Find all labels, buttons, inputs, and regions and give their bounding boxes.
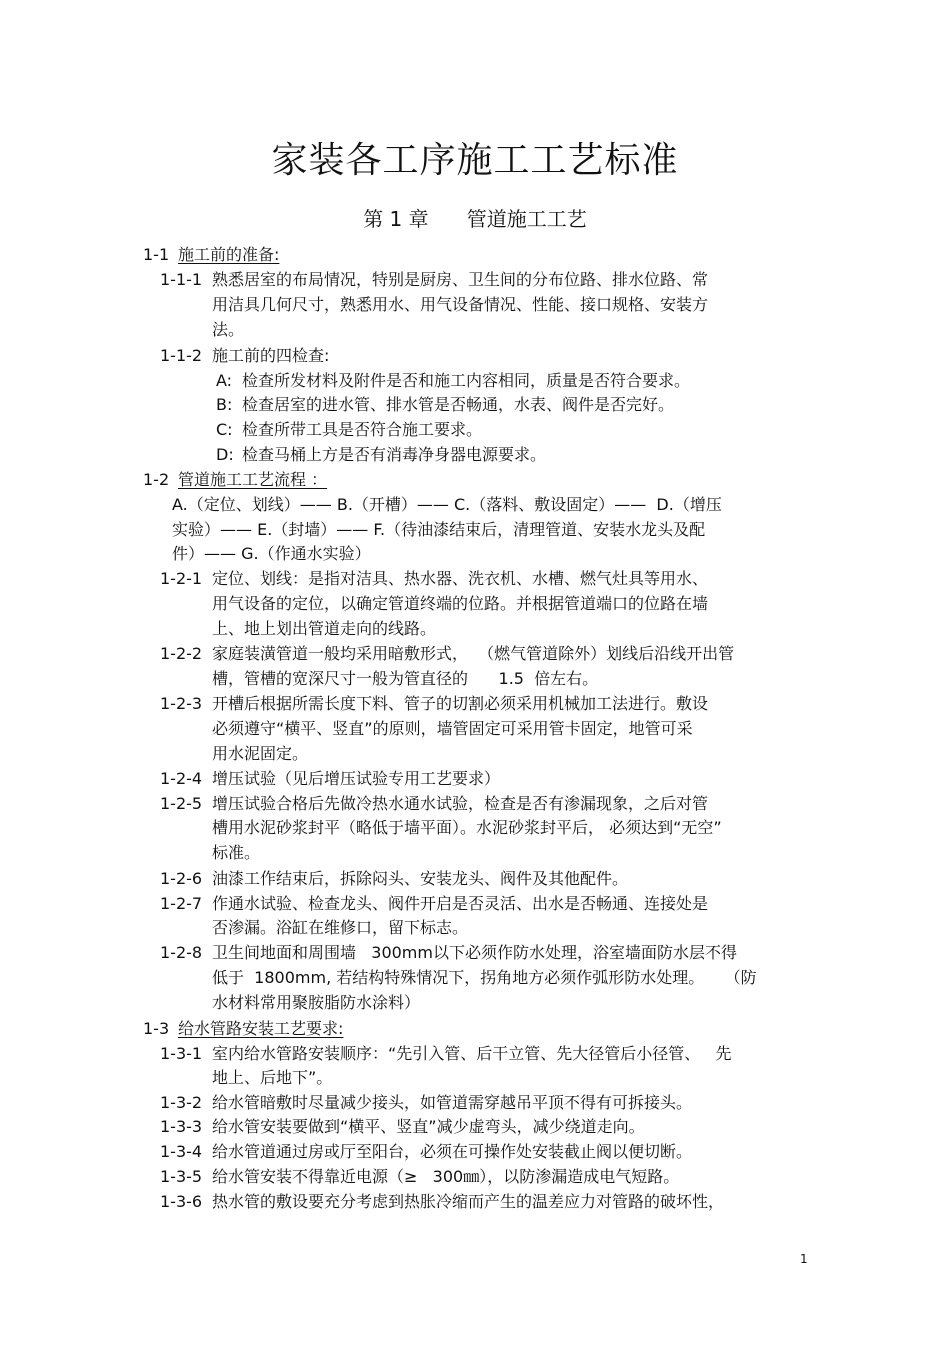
item-text: 标准。 <box>212 843 261 862</box>
section-heading: 给水管路安装工艺要求: <box>178 1019 344 1038</box>
item-number: 1-3-3 <box>160 1117 203 1136</box>
check-key: C: <box>216 420 233 439</box>
item-text: 给水管安装要做到“横平、竖直”减少虚弯头，减少绕道走向。 <box>212 1117 645 1136</box>
item-number: 1-3-6 <box>160 1192 203 1211</box>
item-number: 1-1-1 <box>160 270 203 289</box>
item-text: 给水管安装不得靠近电源（≥ 300㎜），以防渗漏造成电气短路。 <box>212 1167 680 1186</box>
item-text: 定位、划线：是指对洁具、热水器、洗衣机、水槽、燃气灶具等用水、 <box>212 569 709 588</box>
item-text: 法。 <box>212 320 245 339</box>
check-key: A: <box>216 371 233 390</box>
item-number: 1-2-4 <box>160 769 203 788</box>
item-number: 1-2-6 <box>160 869 203 888</box>
item-text: 地上、后地下”。 <box>212 1068 333 1087</box>
item-number: 1-2-5 <box>160 794 203 813</box>
item-text: 上、地上划出管道走向的线路。 <box>212 619 437 638</box>
item-number: 1-1-2 <box>160 346 203 365</box>
item-text: 热水管的敷设要充分考虑到热胀冷缩而产生的温差应力对管路的破坏性， <box>212 1192 725 1211</box>
item-number: 1-2-2 <box>160 644 203 663</box>
item-number: 1-3-2 <box>160 1093 203 1112</box>
item-number: 1-3-5 <box>160 1167 203 1186</box>
item-text: 否渗漏。浴缸在维修口，留下标志。 <box>212 918 469 937</box>
check-key: D: <box>216 445 234 464</box>
page-number: 1 <box>800 1252 808 1266</box>
section-number: 1-2 <box>143 470 170 489</box>
item-text: 油漆工作结束后，拆除闷头、安装龙头、阀件及其他配件。 <box>212 869 629 888</box>
item-text: 用水泥固定。 <box>212 744 309 763</box>
chapter-heading: 第 1 章 管道施工工艺 <box>363 207 587 231</box>
item-text: 必须遵守“横平、竖直”的原则，墙管固定可采用管卡固定，地管可采 <box>212 719 693 738</box>
flow-text: 件）—— G.（作通水实验） <box>172 544 371 563</box>
check-text: 检查所发材料及附件是否和施工内容相同，质量是否符合要求。 <box>242 371 691 390</box>
section-heading: 施工前的准备: <box>178 245 280 264</box>
flow-text: 实验）—— E.（封墙）—— F.（待油漆结束后，清理管道、安装水龙头及配 <box>172 520 706 539</box>
item-text: 水材料常用聚胺脂防水涂料） <box>212 993 421 1012</box>
item-text: 开槽后根据所需长度下料、管子的切割必须采用机械加工法进行。敷设 <box>212 694 709 713</box>
document-title: 家装各工序施工工艺标准 <box>271 140 679 181</box>
item-text: 熟悉居室的布局情况，特别是厨房、卫生间的分布位路、排水位路、常 <box>212 270 709 289</box>
item-text: 用气设备的定位，以确定管道终端的位路。并根据管道端口的位路在墙 <box>212 594 709 613</box>
section-number: 1-3 <box>143 1019 170 1038</box>
flow-text: A.（定位、划线）—— B.（开槽）—— C.（落料、敷设固定）—— D.（增压 <box>172 495 722 514</box>
item-text: 卫生间地面和周围墙 300mm以下必须作防水处理，浴室墙面防水层不得 <box>212 943 737 962</box>
item-number: 1-2-3 <box>160 694 203 713</box>
item-text: 增压试验（见后增压试验专用工艺要求） <box>212 769 501 788</box>
item-text: 室内给水管路安装顺序：“先引入管、后干立管、先大径管后小径管、 先 <box>212 1044 732 1063</box>
item-number: 1-3-1 <box>160 1044 203 1063</box>
item-number: 1-2-1 <box>160 569 203 588</box>
item-text: 作通水试验、检查龙头、阀件开启是否灵活、出水是否畅通、连接处是 <box>212 894 709 913</box>
item-number: 1-2-7 <box>160 894 203 913</box>
check-key: B: <box>216 395 233 414</box>
item-text: 用洁具几何尺寸，熟悉用水、用气设备情况、性能、接口规格、安装方 <box>212 295 709 314</box>
item-text: 家庭装潢管道一般均采用暗敷形式， （燃气管道除外）划线后沿线开出管 <box>212 644 735 663</box>
section-number: 1-1 <box>143 245 170 264</box>
item-text: 给水管道通过房或厅至阳台，必须在可操作处安装截止阀以便切断。 <box>212 1142 693 1161</box>
item-text: 施工前的四检查: <box>212 346 330 365</box>
item-text: 低于 1800mm, 若结构特殊情况下，拐角地方必须作弧形防水处理。 （防 <box>212 968 757 987</box>
check-text: 检查马桶上方是否有消毒净身器电源要求。 <box>242 445 547 464</box>
item-text: 增压试验合格后先做冷热水通水试验，检查是否有渗漏现象，之后对管 <box>212 794 709 813</box>
item-number: 1-2-8 <box>160 943 203 962</box>
item-text: 槽用水泥砂浆封平（略低于墙平面）。水泥砂浆封平后， 必须达到“无空” <box>212 818 722 837</box>
check-text: 检查所带工具是否符合施工要求。 <box>242 420 483 439</box>
item-number: 1-3-4 <box>160 1142 203 1161</box>
section-heading: 管道施工工艺流程 ： <box>178 470 328 489</box>
check-text: 检查居室的进水管、排水管是否畅通，水表、阀件是否完好。 <box>242 395 675 414</box>
item-text: 槽，管槽的宽深尺寸一般为管直径的 1.5 倍左右。 <box>212 669 599 688</box>
item-text: 给水管暗敷时尽量减少接头，如管道需穿越吊平顶不得有可拆接头。 <box>212 1093 693 1112</box>
